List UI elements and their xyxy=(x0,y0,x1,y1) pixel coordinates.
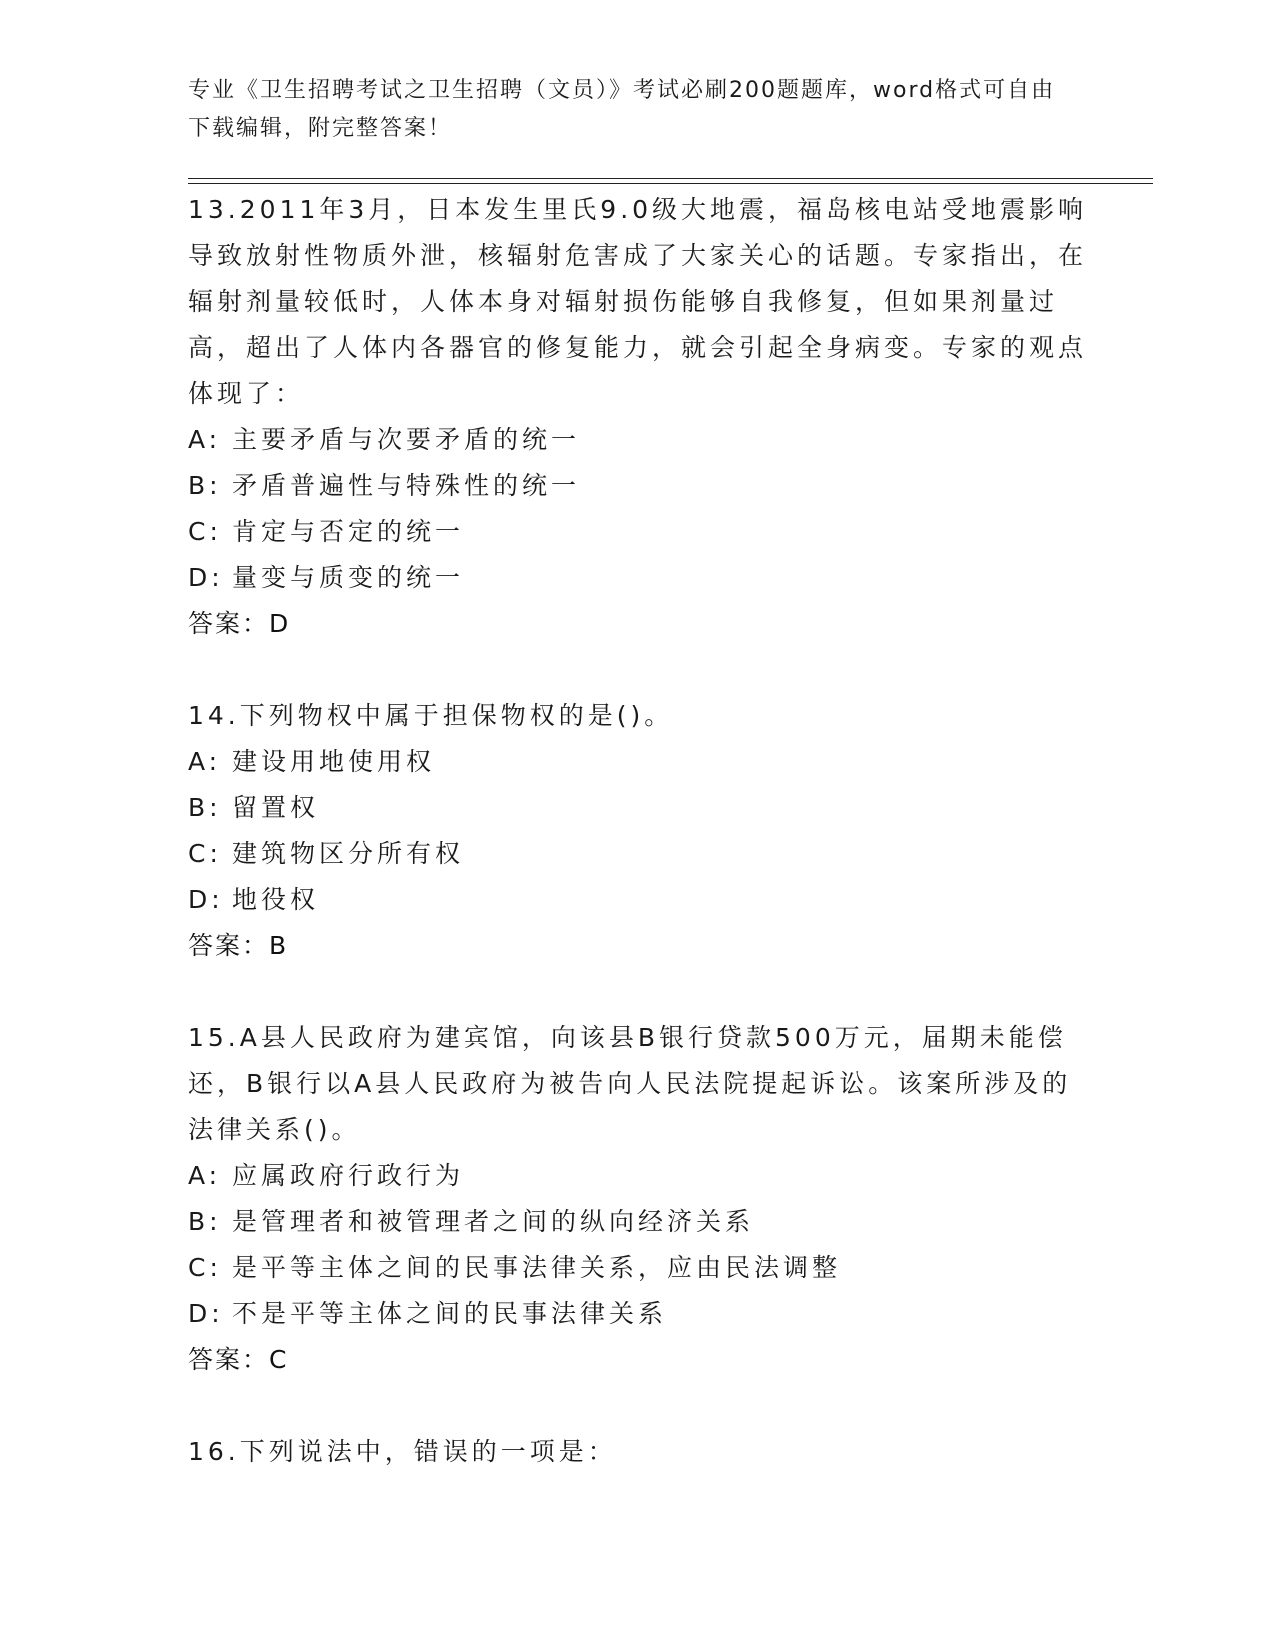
question-stem: 15.A县人民政府为建宾馆，向该县B银行贷款500万元，届期未能偿还，B银行以A县人民政府为被告向人民法院提起诉讼。该案所涉及的法律关系()。 xyxy=(188,1023,1072,1144)
option-text: 地役权 xyxy=(232,885,320,914)
question-15 xyxy=(188,1015,1088,1383)
question-stem: 14.下列物权中属于担保物权的是()。 xyxy=(188,701,674,730)
option-letter: C: xyxy=(188,517,222,546)
option-b xyxy=(188,785,1088,831)
option-text: 建设用地使用权 xyxy=(232,747,436,776)
option-text: 建筑物区分所有权 xyxy=(232,839,465,868)
header-divider-bottom xyxy=(188,183,1153,184)
answer-label: 答案：B xyxy=(188,931,289,960)
answer-label: 答案：C xyxy=(188,1345,289,1374)
option-text: 是平等主体之间的民事法律关系，应由民法调整 xyxy=(232,1253,842,1282)
option-letter: C: xyxy=(188,1253,222,1282)
option-text: 不是平等主体之间的民事法律关系 xyxy=(232,1299,668,1328)
option-letter: C: xyxy=(188,839,222,868)
option-letter: B: xyxy=(188,471,222,500)
question-list xyxy=(188,187,1088,1475)
option-text: 肯定与否定的统一 xyxy=(232,517,465,546)
option-d xyxy=(188,555,1088,601)
option-letter: B: xyxy=(188,1207,222,1236)
option-d xyxy=(188,1291,1088,1337)
header-divider-top xyxy=(188,178,1153,179)
option-letter: A: xyxy=(188,425,222,454)
option-text: 应属政府行政行为 xyxy=(232,1161,465,1190)
option-a xyxy=(188,417,1088,463)
option-b xyxy=(188,1199,1088,1245)
option-c xyxy=(188,1245,1088,1291)
option-text: 是管理者和被管理者之间的纵向经济关系 xyxy=(232,1207,755,1236)
option-text: 矛盾普遍性与特殊性的统一 xyxy=(232,471,581,500)
option-letter: D: xyxy=(188,885,224,914)
question-stem: 16.下列说法中，错误的一项是： xyxy=(188,1437,617,1466)
option-letter: D: xyxy=(188,1299,224,1328)
question-13 xyxy=(188,187,1088,647)
option-text: 主要矛盾与次要矛盾的统一 xyxy=(232,425,581,454)
question-stem: 13.2011年3月，日本发生里氏9.0级大地震，福岛核电站受地震影响导致放射性物质外泄，核辐射危害成了大家关心的话题。专家指出，在辐射剂量较低时，人体本身对辐射损伤能够自我修复，但如果剂量过高，超出了人体内各器官的修复能力，就会引起全身病变。专家的观点体现了： xyxy=(188,195,1088,408)
option-text: 留置权 xyxy=(232,793,320,822)
option-letter: B: xyxy=(188,793,222,822)
option-letter: A: xyxy=(188,747,222,776)
option-a xyxy=(188,739,1088,785)
option-c xyxy=(188,831,1088,877)
option-a xyxy=(188,1153,1088,1199)
question-16 xyxy=(188,1429,1088,1475)
option-b xyxy=(188,463,1088,509)
option-letter: D: xyxy=(188,563,224,592)
answer-label: 答案：D xyxy=(188,609,291,638)
document-header: 专业《卫生招聘考试之卫生招聘（文员）》考试必刷200题题库，word格式可自由下载编辑，附完整答案！ xyxy=(188,78,1056,141)
question-14 xyxy=(188,693,1088,969)
option-d xyxy=(188,877,1088,923)
option-c xyxy=(188,509,1088,555)
option-letter: A: xyxy=(188,1161,222,1190)
option-text: 量变与质变的统一 xyxy=(232,563,465,592)
